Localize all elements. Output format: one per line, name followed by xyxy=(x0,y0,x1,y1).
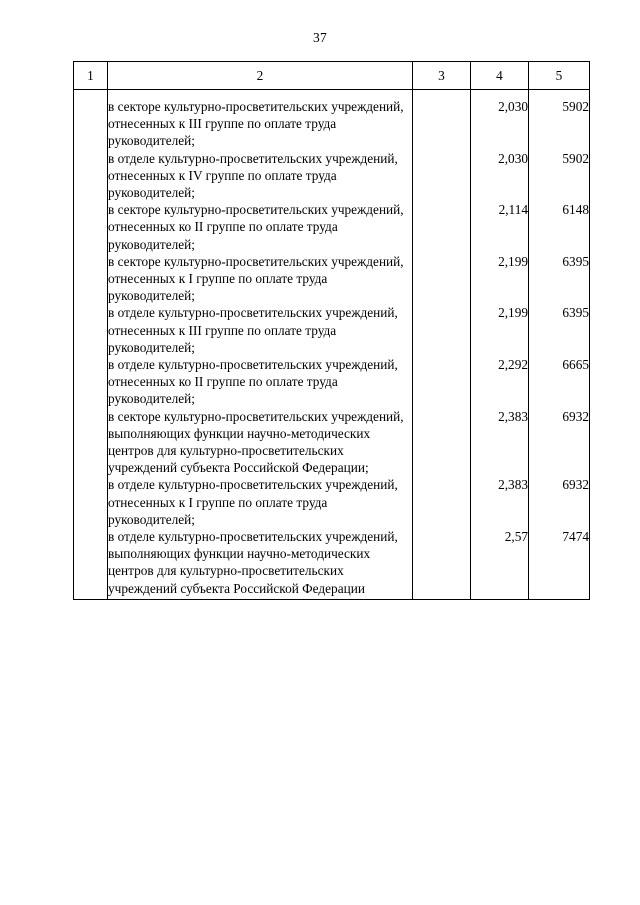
position-description: в отделе культурно-просветительских учреждений, выполняющих функции научно-методических центров для культурно-просветительских учреждений субъекта Российской Федерации xyxy=(108,528,413,599)
amount-cell: 6395 xyxy=(529,304,590,356)
column-header-4: 4 xyxy=(471,62,529,90)
position-description: в отделе культурно-просветительских учреждений, отнесенных к IV группе по оплате труда руководителей; xyxy=(108,150,413,202)
row-number-cell xyxy=(74,90,108,150)
coefficient-cell: 2,383 xyxy=(471,476,529,528)
row-number-cell xyxy=(74,356,108,408)
position-description: в отделе культурно-просветительских учреждений, отнесенных к I группе по оплате труда руководителей; xyxy=(108,476,413,528)
coefficient-cell: 2,030 xyxy=(471,150,529,202)
position-description: в секторе культурно-просветительских учреждений, выполняющих функции научно-методических центров для культурно-просветительских учреждений субъекта Российской Федерации; xyxy=(108,408,413,477)
coefficient-cell: 2,292 xyxy=(471,356,529,408)
table-row xyxy=(74,528,590,599)
amount-cell: 7474 xyxy=(529,528,590,599)
row-number-cell xyxy=(74,408,108,477)
position-description: в секторе культурно-просветительских учреждений, отнесенных к III группе по оплате труда руководителей; xyxy=(108,90,413,150)
empty-cell xyxy=(413,356,471,408)
table-row xyxy=(74,476,590,528)
row-number-cell xyxy=(74,304,108,356)
coefficient-cell: 2,57 xyxy=(471,528,529,599)
amount-cell: 6932 xyxy=(529,476,590,528)
page-number: 37 xyxy=(313,30,327,45)
empty-cell xyxy=(413,90,471,150)
empty-cell xyxy=(413,150,471,202)
amount-cell: 6665 xyxy=(529,356,590,408)
amount-cell: 6932 xyxy=(529,408,590,477)
coefficient-cell: 2,199 xyxy=(471,253,529,305)
row-number-cell xyxy=(74,150,108,202)
row-number-cell xyxy=(74,476,108,528)
empty-cell xyxy=(413,408,471,477)
position-description: в секторе культурно-просветительских учреждений, отнесенных к I группе по оплате труда руководителей; xyxy=(108,253,413,305)
amount-cell: 5902 xyxy=(529,90,590,150)
column-header-3: 3 xyxy=(413,62,471,90)
table-row xyxy=(74,90,590,150)
table-row xyxy=(74,356,590,408)
coefficient-cell: 2,199 xyxy=(471,304,529,356)
position-description: в отделе культурно-просветительских учреждений, отнесенных к III группе по оплате труда руководителей; xyxy=(108,304,413,356)
row-number-cell xyxy=(74,528,108,599)
coefficient-cell: 2,383 xyxy=(471,408,529,477)
table-row xyxy=(74,150,590,202)
empty-cell xyxy=(413,528,471,599)
amount-cell: 6148 xyxy=(529,201,590,253)
table-row xyxy=(74,253,590,305)
column-header-5: 5 xyxy=(529,62,590,90)
coefficient-cell: 2,114 xyxy=(471,201,529,253)
position-description: в отделе культурно-просветительских учреждений, отнесенных ко II группе по оплате труда руководителей; xyxy=(108,356,413,408)
empty-cell xyxy=(413,476,471,528)
amount-cell: 6395 xyxy=(529,253,590,305)
table-row xyxy=(74,304,590,356)
empty-cell xyxy=(413,304,471,356)
empty-cell xyxy=(413,201,471,253)
position-description: в секторе культурно-просветительских учреждений, отнесенных ко II группе по оплате труда руководителей; xyxy=(108,201,413,253)
coefficient-cell: 2,030 xyxy=(471,90,529,150)
column-header-2: 2 xyxy=(108,62,413,90)
row-number-cell xyxy=(74,201,108,253)
table-row xyxy=(74,408,590,477)
table-header-row xyxy=(74,62,590,90)
empty-cell xyxy=(413,253,471,305)
table-row xyxy=(74,201,590,253)
column-header-1: 1 xyxy=(74,62,108,90)
row-number-cell xyxy=(74,253,108,305)
amount-cell: 5902 xyxy=(529,150,590,202)
salary-table xyxy=(73,61,590,600)
